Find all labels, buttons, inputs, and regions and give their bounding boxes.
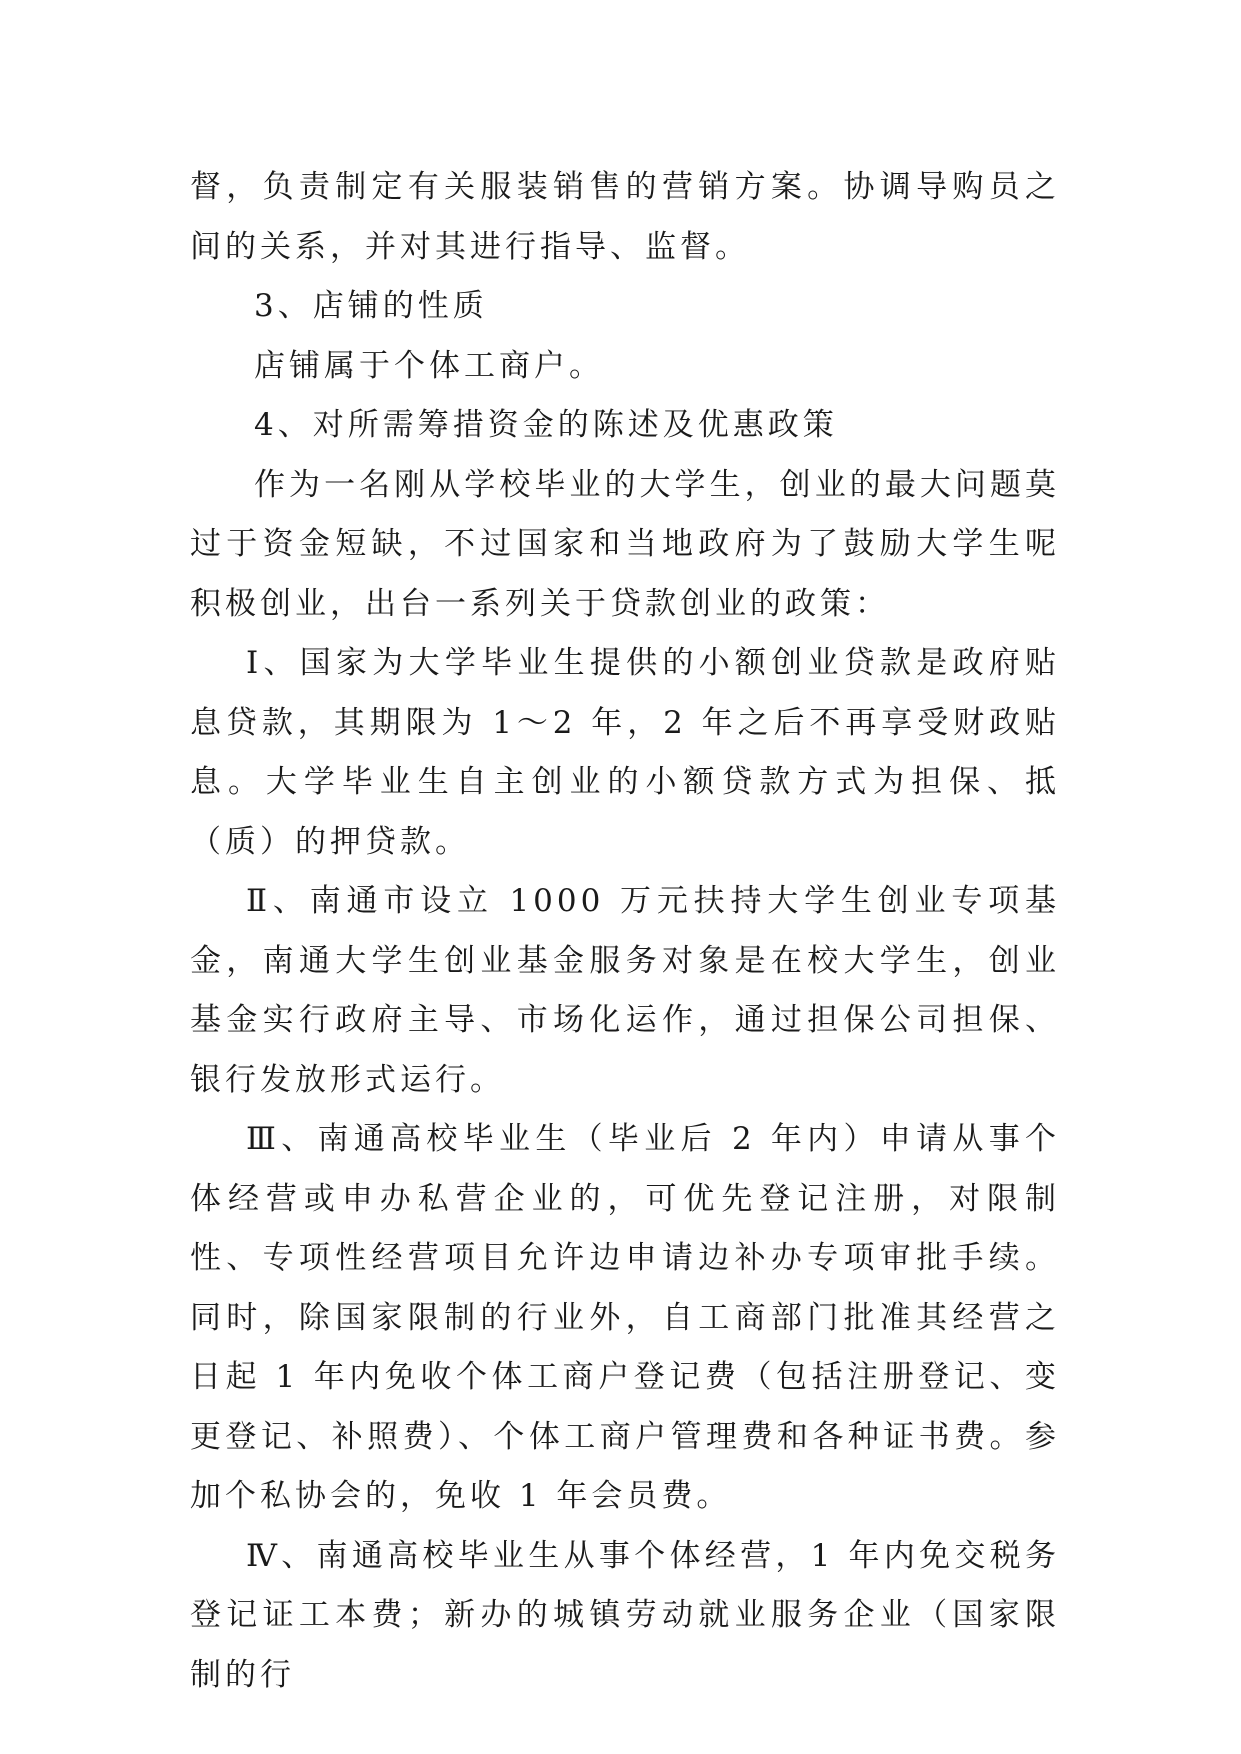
policy-item-4: Ⅳ、南通高校毕业生从事个体经营，1 年内免交税务登记证工本费；新办的城镇劳动就业服务企业（国家限制的行 [190,1537,1060,1693]
section-heading-funding: 4、对所需筹措资金的陈述及优惠政策 [254,407,838,443]
document-body [190,158,1060,1705]
paragraph-store-type: 店铺属于个体工商户。 [254,347,604,384]
policy-item-3: Ⅲ、南通高校毕业生（毕业后 2 年内）申请从事个体经营或申办私营企业的，可优先登记注册，对限制性、专项性经营项目允许边申请边补办专项审批手续。同时，除国家限制的行业外，自工商部门批准其经营之日起 1 年内免收个体工商户登记费（包括注册登记、变更登记、补照费）、个体工商户管理费和各种证书费。参加个私协会的，免收 1 年会员费。 [190,1121,1060,1514]
policy-item-1: Ⅰ、国家为大学毕业生提供的小额创业贷款是政府贴息贷款，其期限为 1～2 年，2 年之后不再享受财政贴息。大学毕业生自主创业的小额贷款方式为担保、抵（质）的押贷款。 [190,645,1060,860]
paragraph-continuation: 督，负责制定有关服装销售的营销方案。协调导购员之间的关系，并对其进行指导、监督。 [190,169,1060,265]
paragraph-funding-intro: 作为一名刚从学校毕业的大学生，创业的最大问题莫过于资金短缺，不过国家和当地政府为了鼓励大学生呢积极创业，出台一系列关于贷款创业的政策： [190,466,1060,622]
policy-item-2: Ⅱ、南通市设立 1000 万元扶持大学生创业专项基金，南通大学生创业基金服务对象是在校大学生，创业基金实行政府主导、市场化运作，通过担保公司担保、银行发放形式运行。 [190,883,1060,1098]
section-heading-store-nature: 3、店铺的性质 [254,288,488,324]
